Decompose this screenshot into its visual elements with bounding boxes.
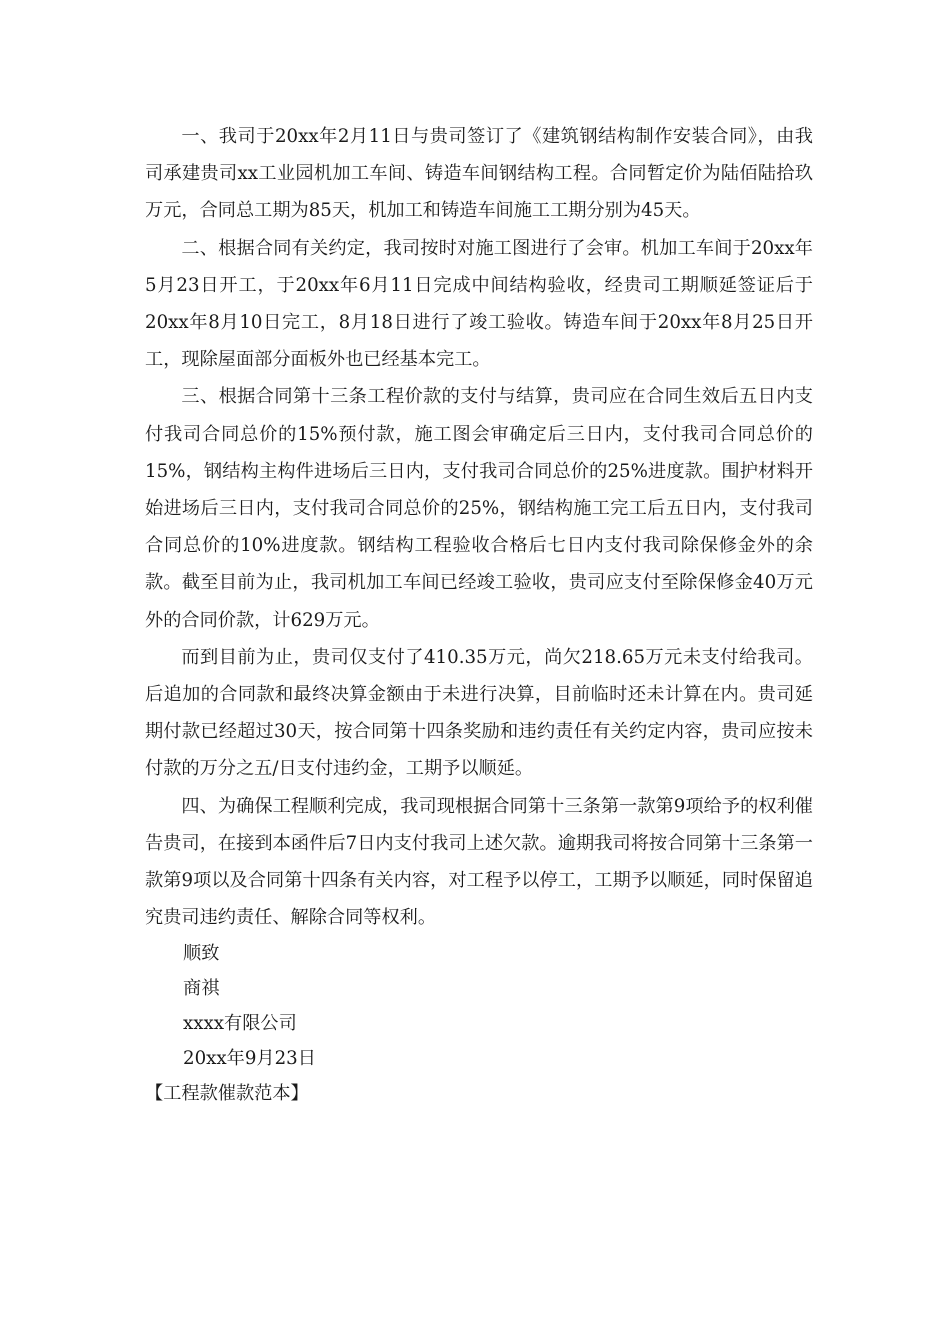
paragraph-5: 四、为确保工程顺利完成，我司现根据合同第十三条第一款第9项给予的权利催告贵司，在接到本函件后7日内支付我司上述欠款。逾期我司将按合同第十三条第一款第9项以及合同第十四条有关内容，对工程予以停工，工期予以顺延，同时保留追究贵司违约责任、解除合同等权利。 (145, 795, 813, 929)
letter-date: 20xx年9月23日 (183, 1048, 316, 1070)
paragraph-3: 三、根据合同第十三条工程价款的支付与结算，贵司应在合同生效后五日内支付我司合同总价的15%预付款，施工图会审确定后三日内，支付我司合同总价的15%，钢结构主构件进场后三日内，支付我司合同总价的25%进度款。围护材料开始进场后三日内，支付我司合同总价的25%，钢结构施工完工后五日内，支付我司合同总价的10%进度款。钢结构工程验收合格后七日内支付我司除保修金外的余款。截至目前为止，我司机加工车间已经竣工验收，贵司应支付至除保修金40万元外的合同价款，计629万元。 (145, 386, 813, 631)
salutation-line: 商祺 (183, 978, 220, 1000)
paragraph-4: 而到目前为止，贵司仅支付了410.35万元，尚欠218.65万元未支付给我司。后追加的合同款和最终决算金额由于未进行决算，目前临时还未计算在内。贵司延期付款已经超过30天，按合同第十四条奖励和违约责任有关约定内容，贵司应按未付款的万分之五/日支付违约金，工期予以顺延。 (145, 646, 813, 780)
paragraph-1: 一、我司于20xx年2月11日与贵司签订了《建筑钢结构制作安装合同》，由我司承建贵司xx工业园机加工车间、铸造车间钢结构工程。合同暂定价为陆佰陆拾玖万元，合同总工期为85天，机加工和铸造车间施工工期分别为45天。 (145, 126, 813, 222)
closing-line: 顺致 (183, 943, 220, 965)
company-signature: xxxx有限公司 (183, 1013, 297, 1035)
paragraph-2: 二、根据合同有关约定，我司按时对施工图进行了会审。机加工车间于20xx年5月23日开工，于20xx年6月11日完成中间结构验收，经贵司工期顺延签证后于20xx年8月10日完工，8月18日进行了竣工验收。铸造车间于20xx年8月25日开工，现除屋面部分面板外也已经基本完工。 (145, 237, 813, 371)
footer-title: 【工程款催款范本】 (145, 1083, 309, 1105)
document-body (145, 118, 813, 1111)
